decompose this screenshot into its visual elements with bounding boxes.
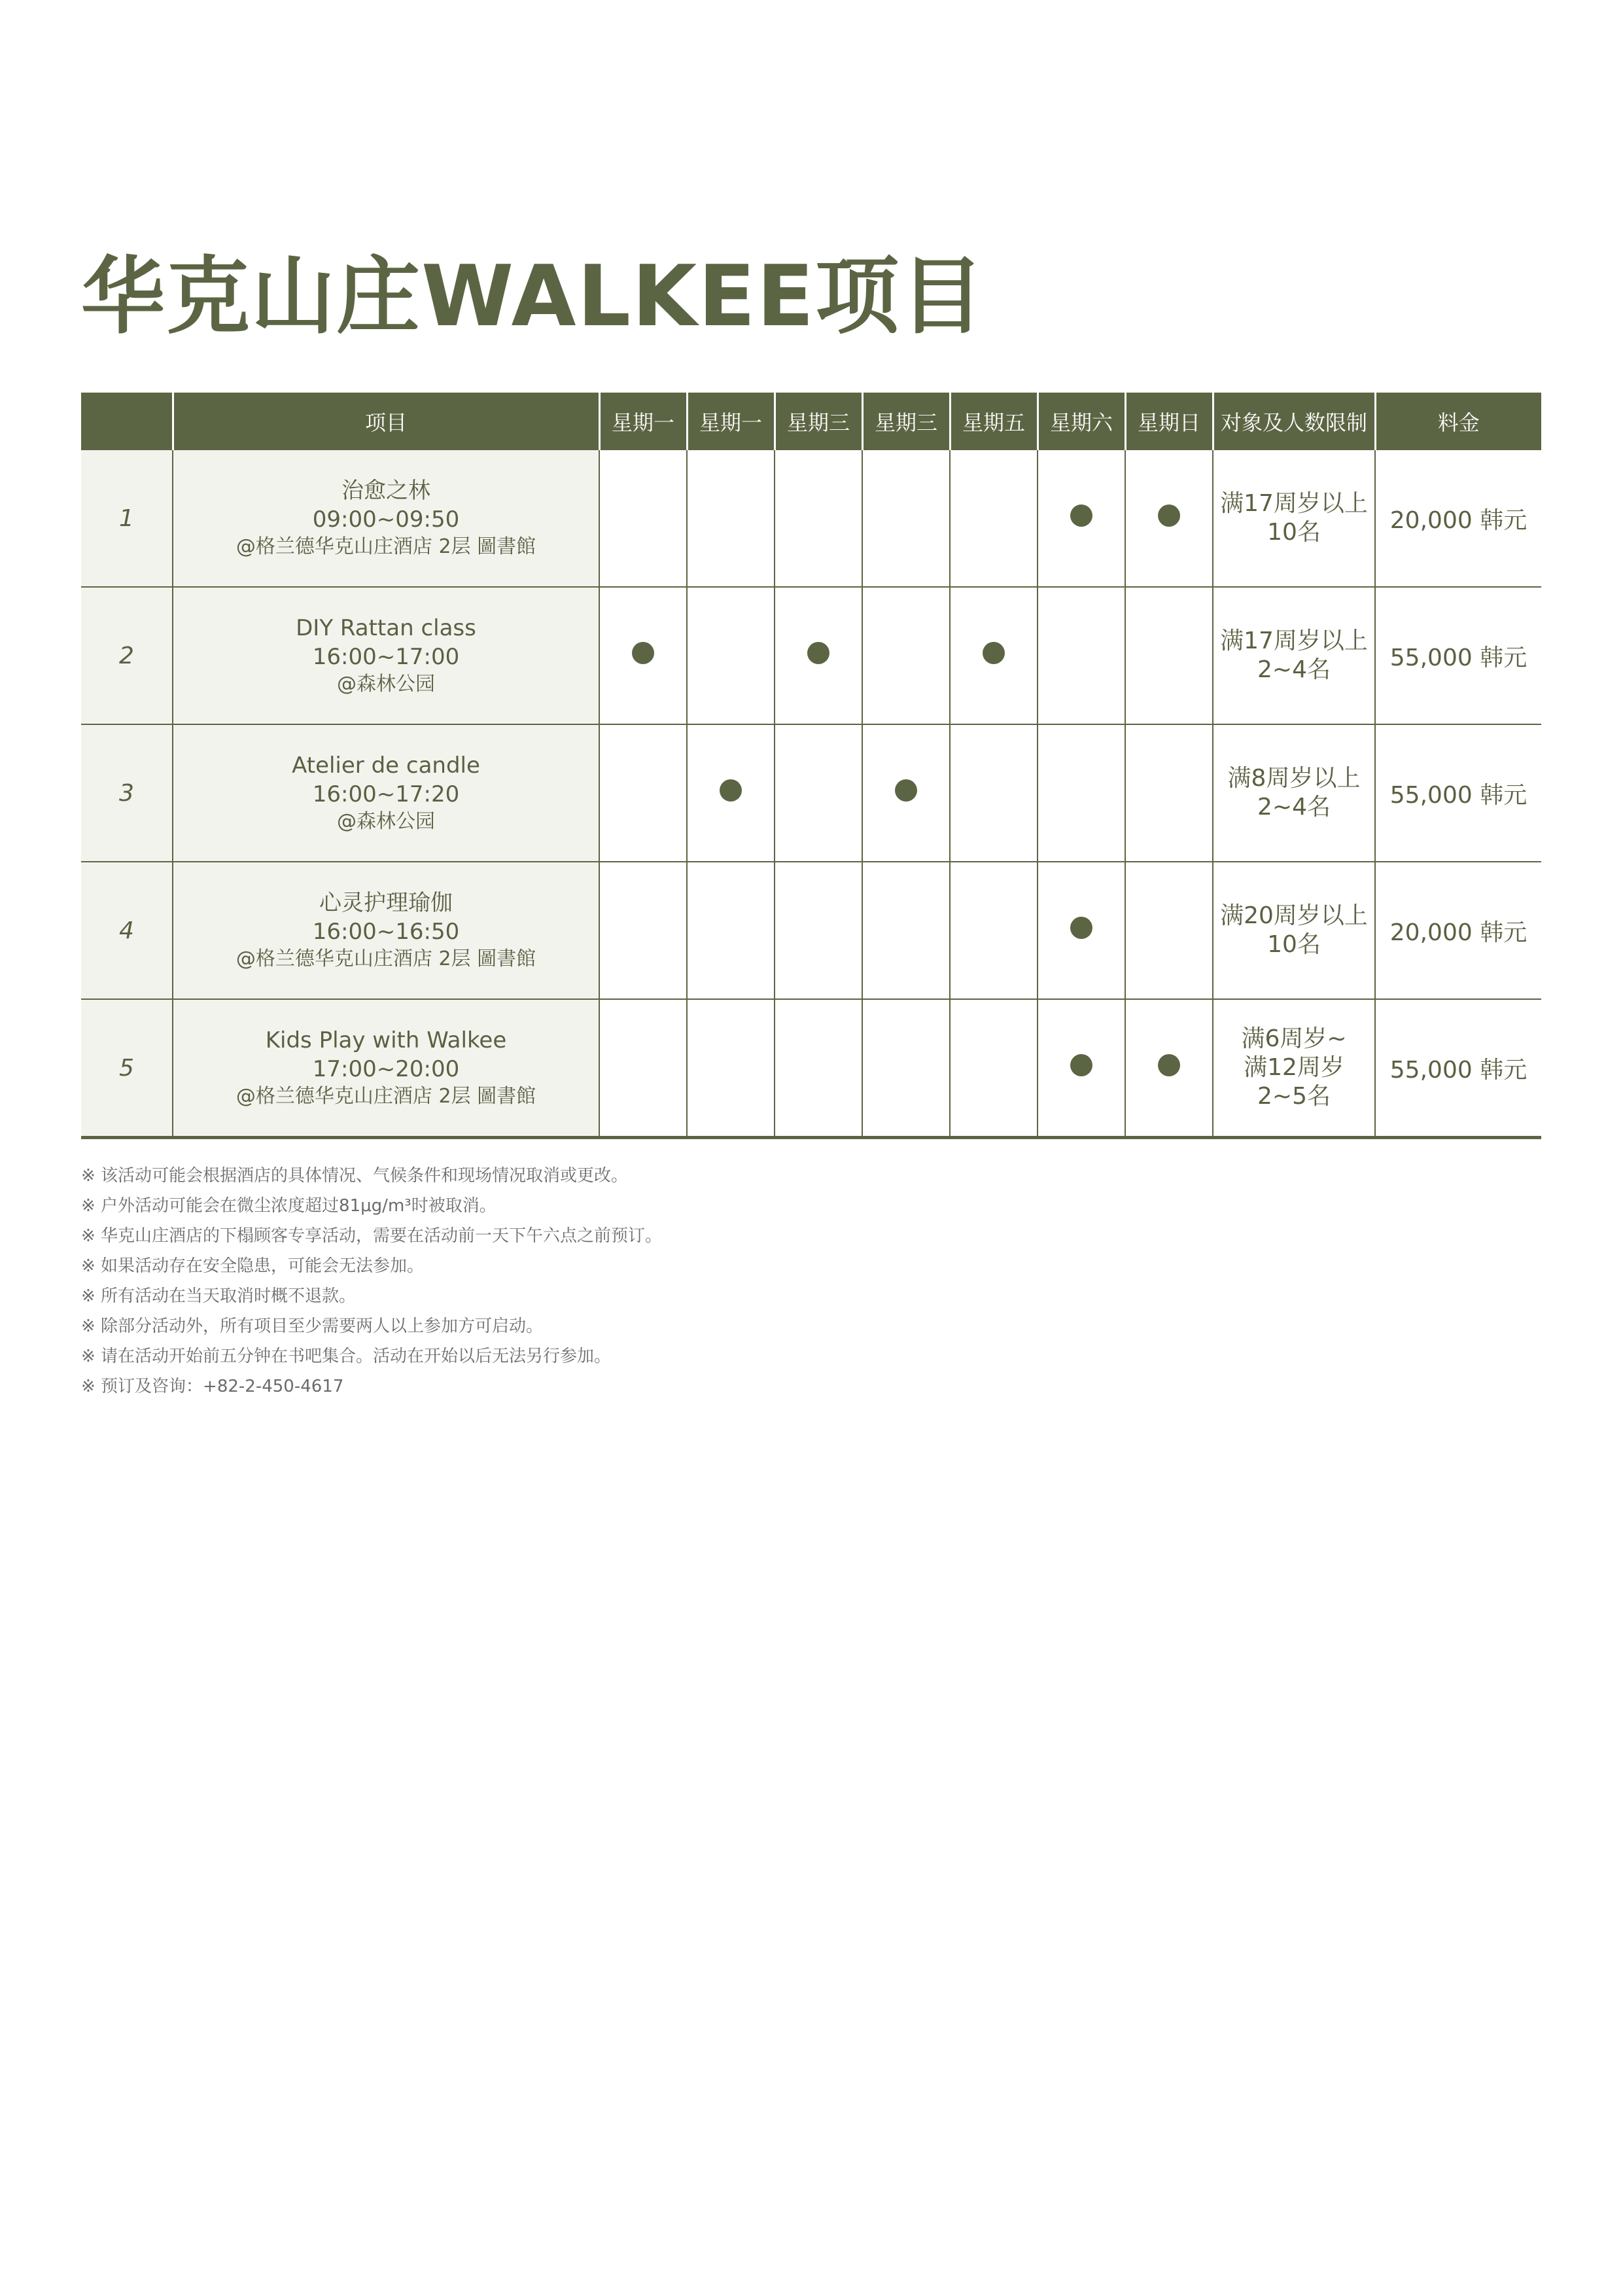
note-item: ※ 预订及咨询：+82-2-450-4617 bbox=[81, 1377, 344, 1396]
header-day-2: 星期一 bbox=[687, 393, 775, 450]
target-line: 2~4名 bbox=[1257, 656, 1331, 683]
header-program: 项目 bbox=[173, 393, 599, 450]
day-cell bbox=[1125, 724, 1213, 862]
price: 55,000 韩元 bbox=[1375, 587, 1541, 724]
target-line: 满8周岁以上 bbox=[1227, 765, 1361, 792]
day-cell bbox=[775, 862, 862, 999]
header-day-4: 星期三 bbox=[862, 393, 950, 450]
header-target: 对象及人数限制 bbox=[1213, 393, 1375, 450]
available-dot-icon bbox=[1070, 917, 1092, 939]
note-item: ※ 该活动可能会根据酒店的具体情况、气候条件和现场情况取消或更改。 bbox=[81, 1166, 629, 1186]
day-cell bbox=[599, 999, 687, 1138]
program-name: Kids Play with Walkee bbox=[265, 1027, 507, 1053]
day-cell bbox=[687, 450, 775, 587]
program-location: @格兰德华克山庄酒店 2层 圖書館 bbox=[236, 1085, 536, 1108]
price: 55,000 韩元 bbox=[1375, 724, 1541, 862]
day-cell bbox=[687, 999, 775, 1138]
available-dot-icon bbox=[807, 642, 829, 664]
program-name: Atelier de candle bbox=[292, 752, 480, 779]
day-cell bbox=[775, 587, 862, 724]
target-line: 2~5名 bbox=[1257, 1083, 1331, 1110]
available-dot-icon bbox=[983, 642, 1005, 664]
program-location: @森林公园 bbox=[337, 673, 435, 696]
price: 20,000 韩元 bbox=[1375, 450, 1541, 587]
target-line: 2~4名 bbox=[1257, 794, 1331, 821]
day-cell bbox=[775, 450, 862, 587]
available-dot-icon bbox=[1158, 504, 1180, 527]
program-schedule-table bbox=[81, 393, 1541, 1139]
target-limit bbox=[1213, 724, 1375, 862]
available-dot-icon bbox=[895, 779, 917, 802]
program-location: @森林公园 bbox=[337, 810, 435, 833]
page-title: 华克山庄WALKEE项目 bbox=[81, 248, 986, 345]
program-time: 17:00~20:00 bbox=[312, 1056, 460, 1082]
day-cell bbox=[950, 724, 1038, 862]
day-cell bbox=[862, 450, 950, 587]
target-line: 10名 bbox=[1267, 519, 1321, 546]
program-cell bbox=[173, 587, 599, 724]
program-time: 09:00~09:50 bbox=[312, 506, 460, 533]
day-cell bbox=[1038, 724, 1125, 862]
target-limit bbox=[1213, 450, 1375, 587]
row-number: 2 bbox=[81, 587, 173, 724]
header-day-3: 星期三 bbox=[775, 393, 862, 450]
note-item: ※ 除部分活动外，所有项目至少需要两人以上参加方可启动。 bbox=[81, 1316, 544, 1336]
target-line: 10名 bbox=[1267, 931, 1321, 958]
target-limit bbox=[1213, 999, 1375, 1138]
day-cell bbox=[862, 724, 950, 862]
note-item: ※ 如果活动存在安全隐患，可能会无法参加。 bbox=[81, 1256, 425, 1276]
day-cell bbox=[775, 724, 862, 862]
program-cell bbox=[173, 999, 599, 1138]
day-cell bbox=[862, 999, 950, 1138]
row-number: 5 bbox=[81, 999, 173, 1138]
day-cell bbox=[950, 450, 1038, 587]
available-dot-icon bbox=[632, 642, 654, 664]
header-day-1: 星期一 bbox=[599, 393, 687, 450]
program-time: 16:00~16:50 bbox=[312, 919, 460, 945]
day-cell bbox=[687, 862, 775, 999]
target-line: 满17周岁以上 bbox=[1220, 490, 1368, 517]
available-dot-icon bbox=[720, 779, 742, 802]
available-dot-icon bbox=[1158, 1054, 1180, 1076]
row-number: 1 bbox=[81, 450, 173, 587]
program-time: 16:00~17:20 bbox=[312, 781, 460, 807]
notes-list bbox=[81, 1161, 662, 1402]
day-cell bbox=[775, 999, 862, 1138]
note-item: ※ 户外活动可能会在微尘浓度超过81μg/m³时被取消。 bbox=[81, 1196, 497, 1216]
available-dot-icon bbox=[1070, 504, 1092, 527]
header-num bbox=[81, 393, 173, 450]
available-dot-icon bbox=[1070, 1054, 1092, 1076]
price: 20,000 韩元 bbox=[1375, 862, 1541, 999]
row-number: 4 bbox=[81, 862, 173, 999]
header-day-6: 星期六 bbox=[1038, 393, 1125, 450]
program-name: DIY Rattan class bbox=[296, 615, 476, 641]
table-row bbox=[81, 450, 1541, 587]
day-cell bbox=[1125, 450, 1213, 587]
row-number: 3 bbox=[81, 724, 173, 862]
note-item: ※ 华克山庄酒店的下榻顾客专享活动，需要在活动前一天下午六点之前预订。 bbox=[81, 1226, 663, 1246]
program-cell bbox=[173, 724, 599, 862]
program-location: @格兰德华克山庄酒店 2层 圖書館 bbox=[236, 535, 536, 558]
target-line: 满6周岁~ bbox=[1241, 1025, 1347, 1052]
day-cell bbox=[1038, 450, 1125, 587]
program-location: @格兰德华克山庄酒店 2层 圖書館 bbox=[236, 947, 536, 970]
day-cell bbox=[950, 862, 1038, 999]
table-row bbox=[81, 724, 1541, 862]
program-cell bbox=[173, 862, 599, 999]
table-row bbox=[81, 862, 1541, 999]
note-item: ※ 请在活动开始前五分钟在书吧集合。活动在开始以后无法另行参加。 bbox=[81, 1347, 612, 1366]
header-price: 料金 bbox=[1375, 393, 1541, 450]
day-cell bbox=[599, 587, 687, 724]
day-cell bbox=[687, 587, 775, 724]
day-cell bbox=[862, 862, 950, 999]
day-cell bbox=[1038, 587, 1125, 724]
day-cell bbox=[599, 862, 687, 999]
note-item: ※ 所有活动在当天取消时概不退款。 bbox=[81, 1286, 357, 1306]
day-cell bbox=[599, 724, 687, 862]
target-limit bbox=[1213, 862, 1375, 999]
program-cell bbox=[173, 450, 599, 587]
program-name: 心灵护理瑜伽 bbox=[319, 890, 453, 916]
table-header-row bbox=[81, 393, 1541, 450]
target-limit bbox=[1213, 587, 1375, 724]
day-cell bbox=[950, 999, 1038, 1138]
program-time: 16:00~17:00 bbox=[312, 644, 460, 670]
price: 55,000 韩元 bbox=[1375, 999, 1541, 1138]
day-cell bbox=[950, 587, 1038, 724]
day-cell bbox=[862, 587, 950, 724]
program-name: 治愈之林 bbox=[341, 478, 430, 504]
target-line: 满12周岁 bbox=[1244, 1054, 1344, 1081]
header-day-5: 星期五 bbox=[950, 393, 1038, 450]
day-cell bbox=[599, 450, 687, 587]
day-cell bbox=[1038, 862, 1125, 999]
header-day-7: 星期日 bbox=[1125, 393, 1213, 450]
target-line: 满20周岁以上 bbox=[1220, 902, 1368, 929]
day-cell bbox=[687, 724, 775, 862]
day-cell bbox=[1038, 999, 1125, 1138]
table-row bbox=[81, 999, 1541, 1138]
day-cell bbox=[1125, 999, 1213, 1138]
table-row bbox=[81, 587, 1541, 724]
target-line: 满17周岁以上 bbox=[1220, 627, 1368, 654]
day-cell bbox=[1125, 587, 1213, 724]
day-cell bbox=[1125, 862, 1213, 999]
